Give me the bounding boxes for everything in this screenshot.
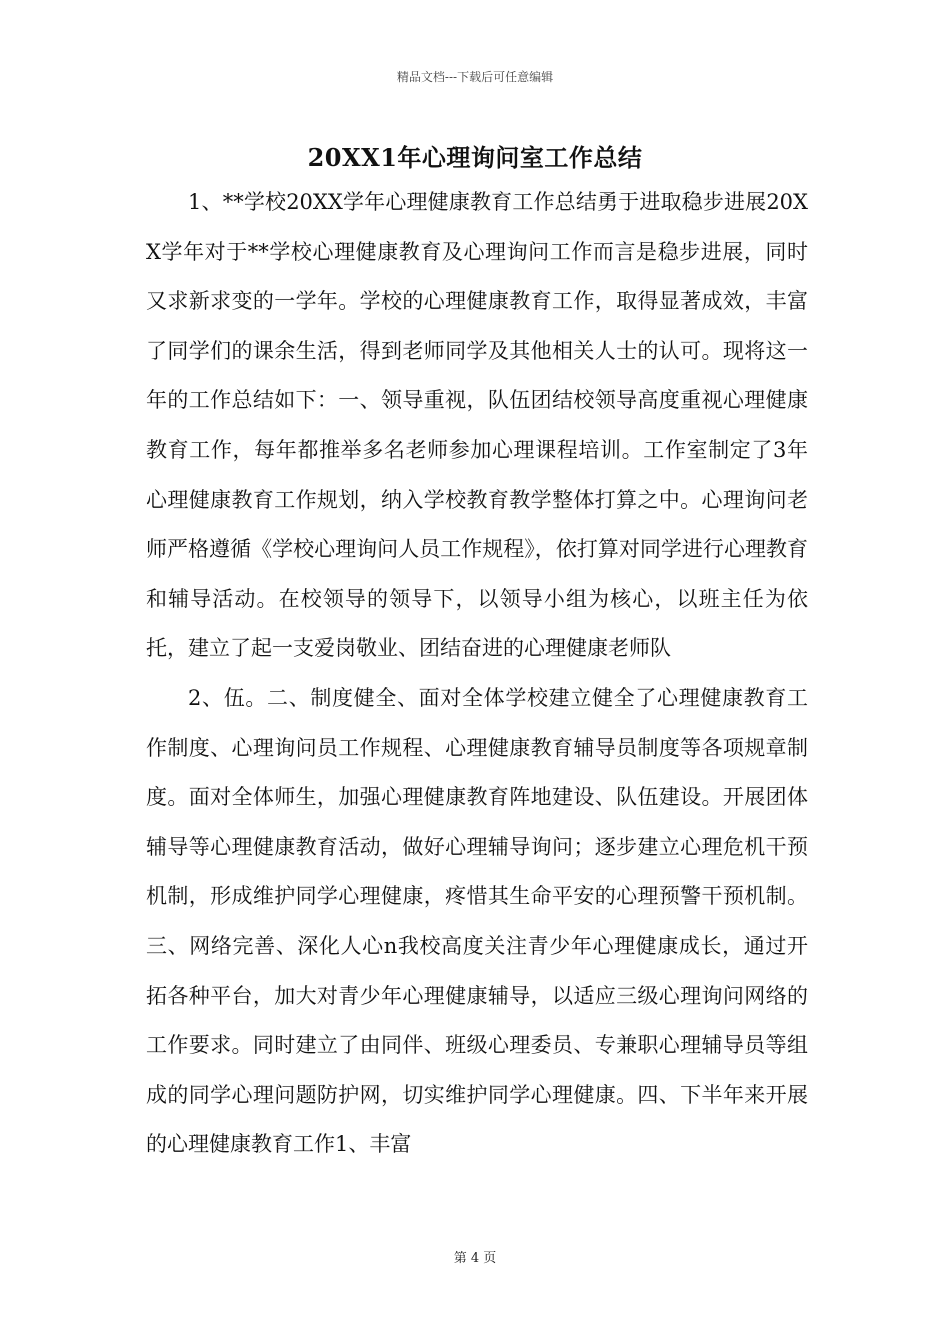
document-body [146, 178, 808, 1170]
page-number: 第 4 页 [453, 1251, 497, 1266]
paragraph-1: 1、**学校20XX学年心理健康教育工作总结勇于进取稳步进展20XX学年对于**学校心理健康教育及心理询问工作而言是稳步进展，同时又求新求变的一学年。学校的心理健康教育工作，取得显著成效，丰富了同学们的课余生活，得到老师同学及其他相关人士的认可。现将这一年的工作总结如下：一、领导重视，队伍团结校领导高度重视心理健康教育工作，每年都推举多名老师参加心理课程培训。工作室制定了3年心理健康教育工作规划，纳入学校教育教学整体打算之中。心理询问老师严格遵循《学校心理询问人员工作规程》，依打算对同学进行心理教育和辅导活动。在校领导的领导下，以领导小组为核心，以班主任为依托，建立了起一支爱岗敬业、团结奋进的心理健康老师队 [146, 190, 808, 661]
header-note: 精品文档---下载后可任意编辑 [396, 70, 554, 84]
paragraph-2: 2、伍。二、制度健全、面对全体学校建立健全了心理健康教育工作制度、心理询问员工作规程、心理健康教育辅导员制度等各项规章制度。面对全体师生，加强心理健康教育阵地建设、队伍建设。开展团体辅导等心理健康教育活动，做好心理辅导询问；逐步建立心理危机干预机制，形成维护同学心理健康，疼惜其生命平安的心理预警干预机制。三、网络完善、深化人心n我校高度关注青少年心理健康成长，通过开拓各种平台，加大对青少年心理健康辅导，以适应三级心理询问网络的工作要求。同时建立了由同伴、班级心理委员、专兼职心理辅导员等组成的同学心理问题防护网，切实维护同学心理健康。四、下半年来开展的心理健康教育工作1、丰富 [146, 685, 808, 1157]
document-title: 20XX1年心理询问室工作总结 [307, 143, 643, 172]
